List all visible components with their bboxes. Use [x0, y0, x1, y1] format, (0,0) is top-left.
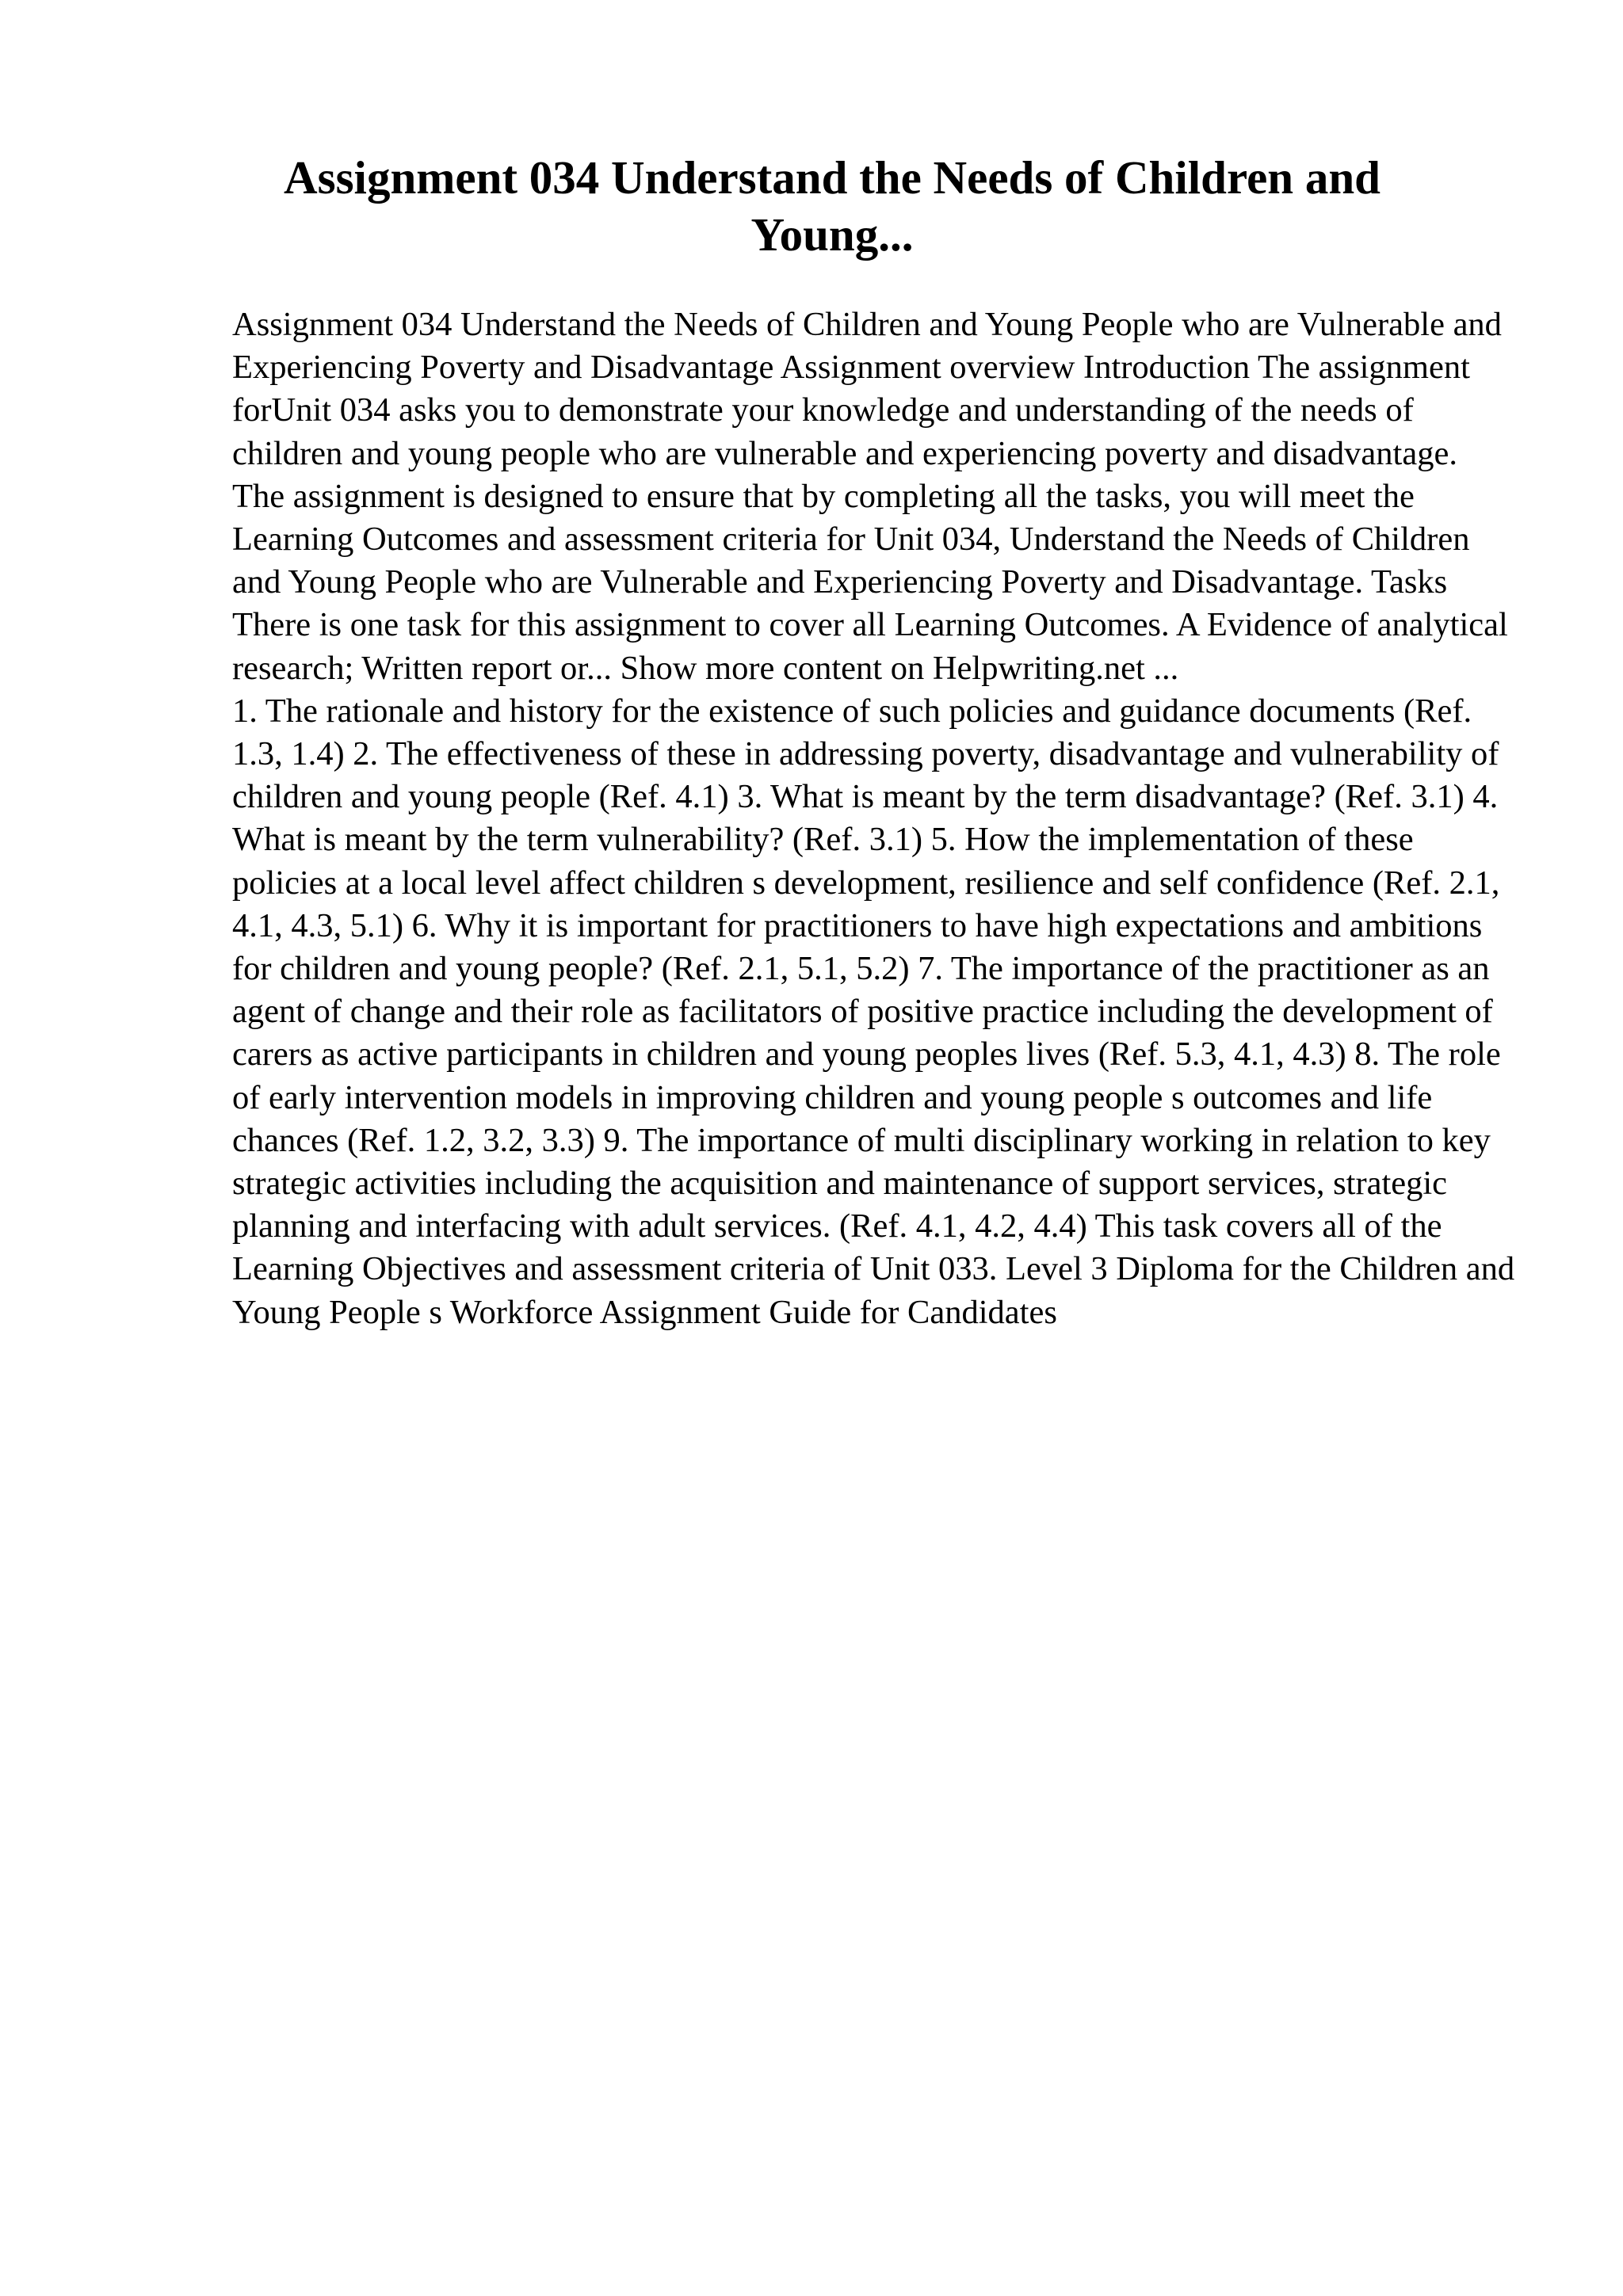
task-list-paragraph: 1. The rationale and history for the existence of such policies and guidance documents (Ref. 1.3, 1.4) 2. The effectiveness of these in addressing poverty, disadvantage and vulnerability of children and young people (Ref. 4.1) 3. What is meant by the term disadvantage? (Ref. 3.1) 4. What is meant by the term vulnerability? (Ref. 3.1) 5. How the implementation of these policies at a local level affect children s development, resilience and self confidence (Ref. 2.1, 4.1, 4.3, 5.1) 6. Why it is important for practitioners to have high expectations and ambitions for children and young people? (Ref. 2.1, 5.1, 5.2) 7. The importance of the practitioner as an agent of change and their role as facilitators of positive practice including the development of carers as active participants in children and young peoples lives (Ref. 5.3, 4.1, 4.3) 8. The role of early intervention models in improving children and young people s outcomes and life chances (Ref. 1.2, 3.2, 3.3) 9. The importance of multi disciplinary working in relation to key strategic activities including the acquisition and maintenance of support services, strategic planning and interfacing with adult services. (Ref. 4.1, 4.2, 4.4) This task covers all of the Learning Objectives and assessment criteria of Unit 033. Level 3 Diploma for the Children and Young People s Workforce Assignment Guide for Candidates: [232, 692, 1515, 1331]
document-title: Assignment 034 Understand the Needs of Children and Young...: [284, 151, 1381, 261]
document-body: [232, 303, 1516, 1334]
intro-paragraph: Assignment 034 Understand the Needs of Children and Young People who are Vulnerable and Experiencing Poverty and Disadvantage Assignment overview Introduction The assignment forUnit 034 asks you to demonstrate your knowledge and understanding of the needs of children and young people who are vulnerable and experiencing poverty and disadvantage. The assignment is designed to ensure that by completing all the tasks, you will meet the Learning Outcomes and assessment criteria for Unit 034, Understand the Needs of Children and Young People who are Vulnerable and Experiencing Poverty and Disadvantage. Tasks There is one task for this assignment to cover all Learning Outcomes. A Evidence of analytical research; Written report or... Show more content on Helpwriting.net ...: [232, 306, 1508, 687]
